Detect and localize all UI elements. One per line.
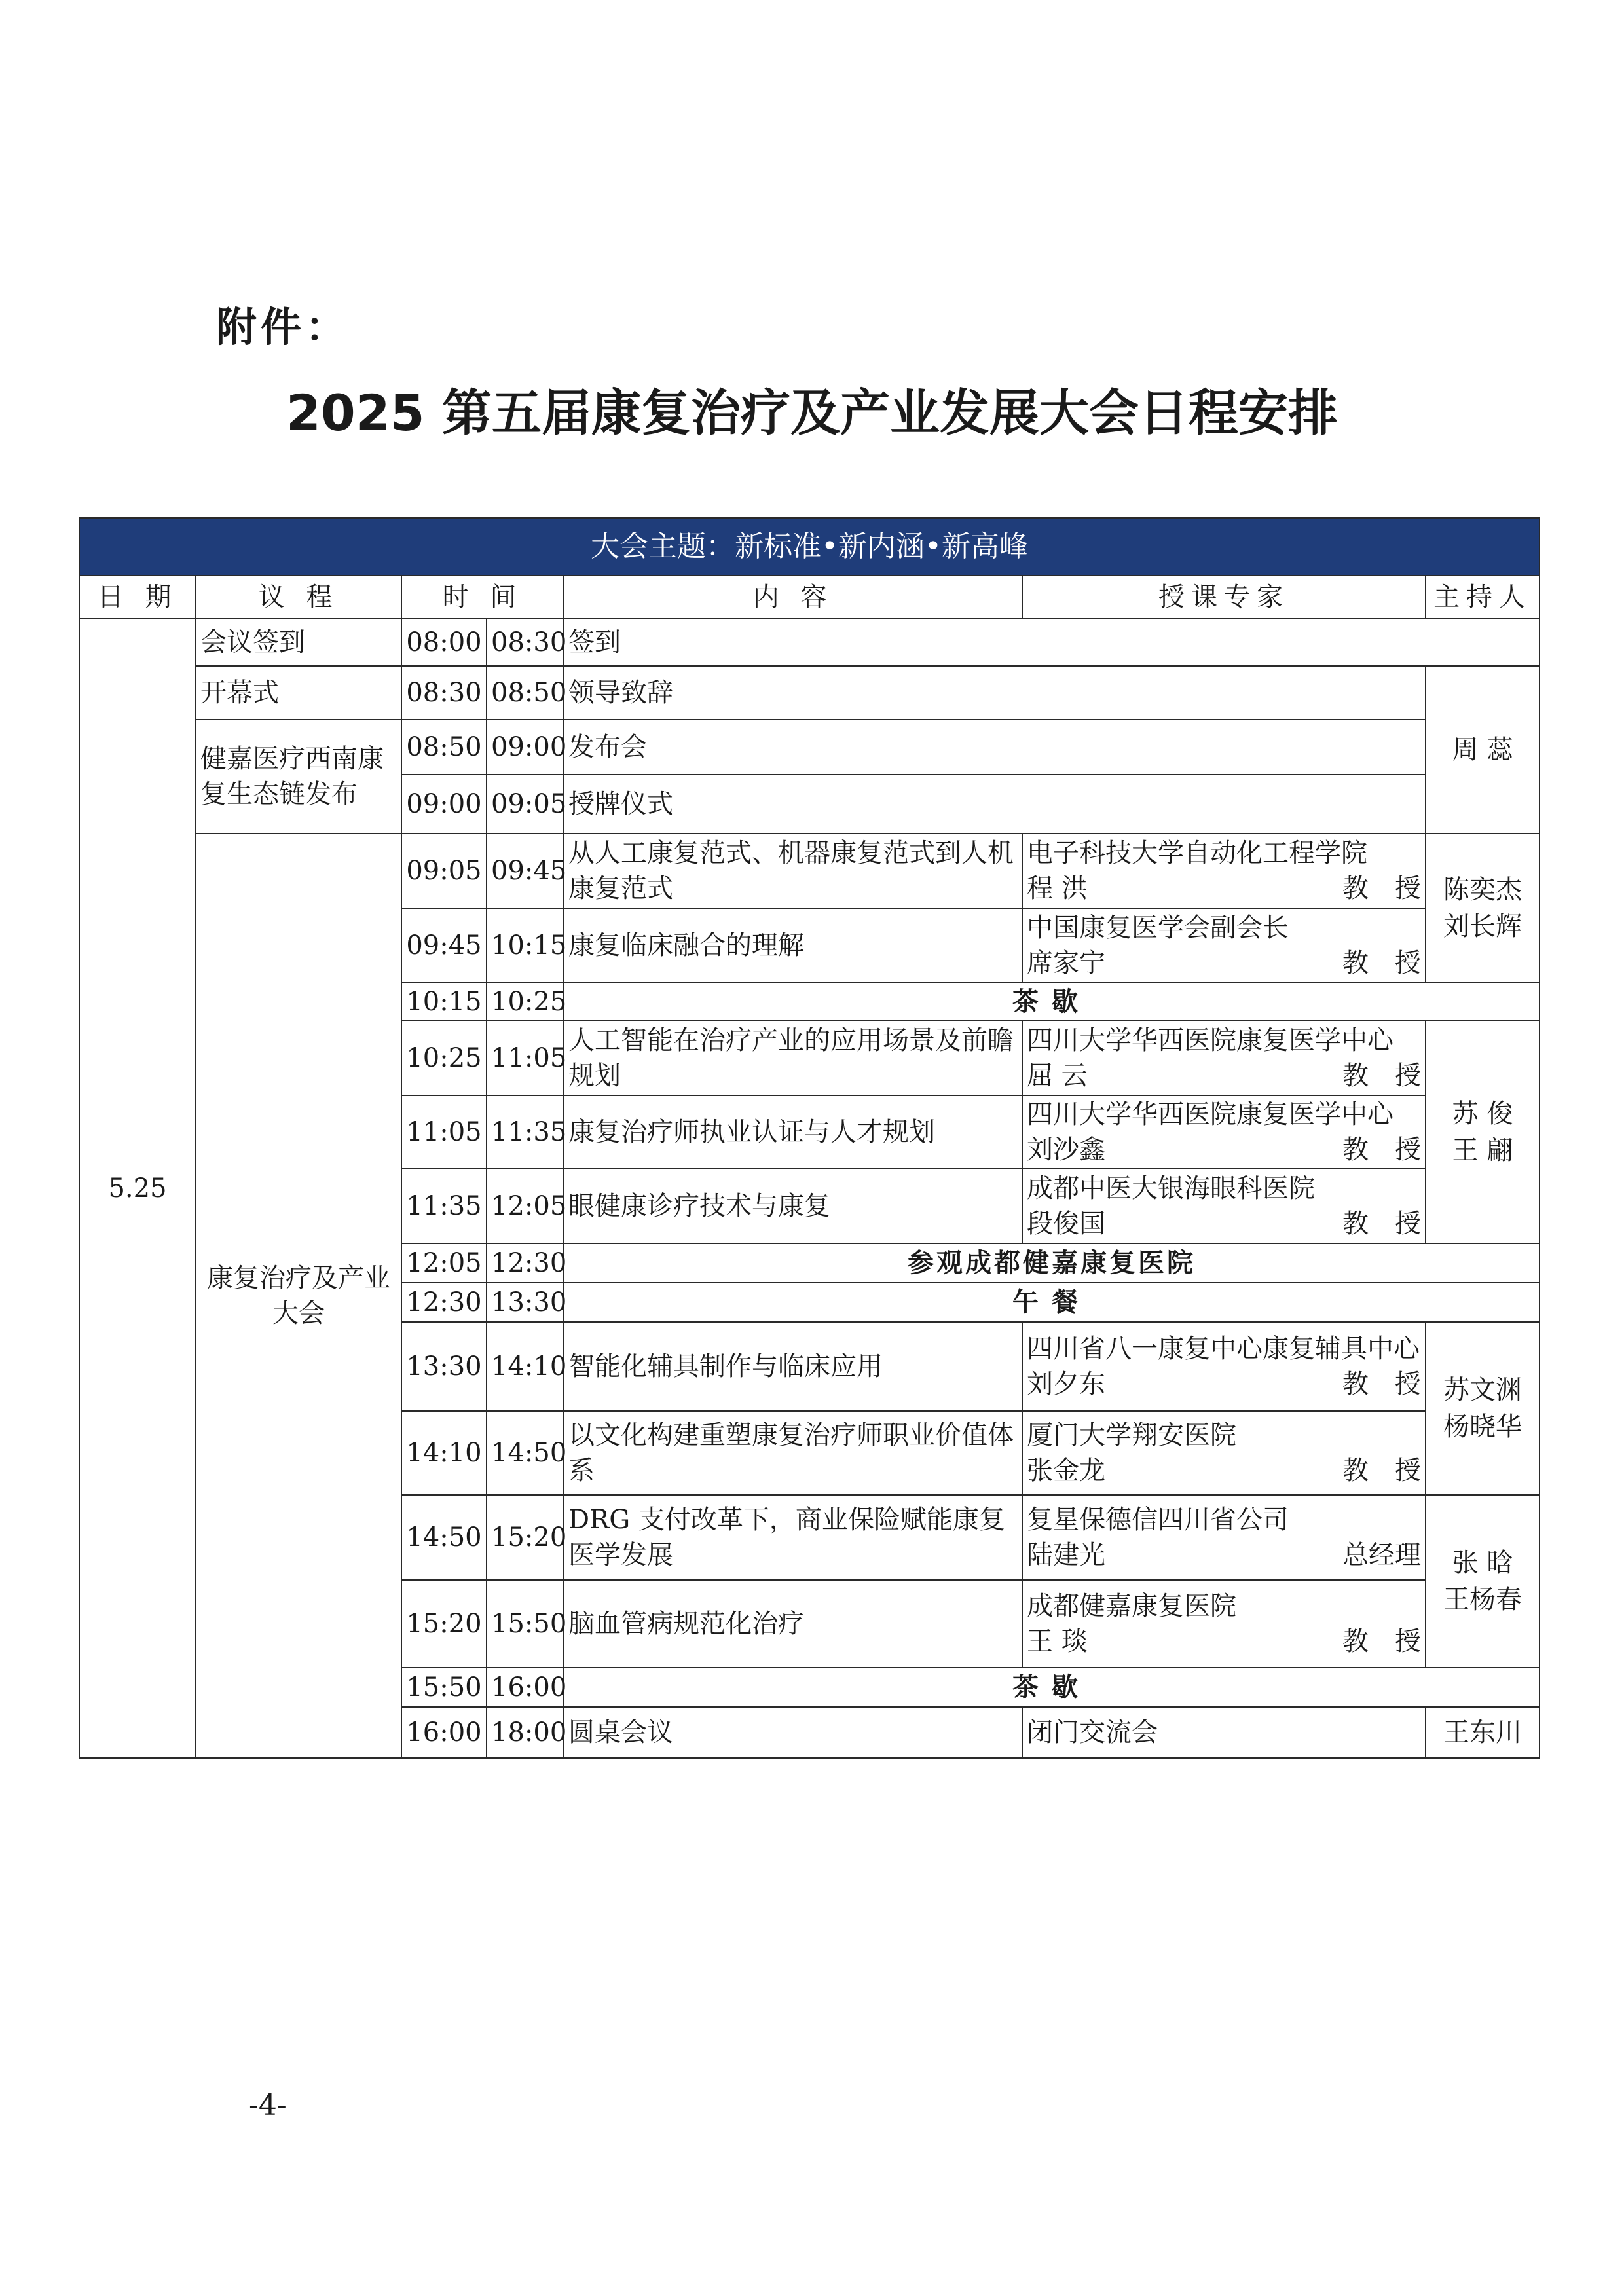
start-time: 09:05 xyxy=(401,834,487,908)
start-time: 12:30 xyxy=(401,1283,487,1322)
page-number: -4- xyxy=(249,2089,287,2122)
end-time: 13:30 xyxy=(487,1283,564,1322)
header-date: 日 期 xyxy=(79,576,196,619)
start-time: 10:15 xyxy=(401,983,487,1021)
theme-banner: 大会主题：新标准•新内涵•新高峰 xyxy=(79,518,1540,576)
content-cell: 以文化构建重塑康复治疗师职业价值体系 xyxy=(564,1411,1022,1495)
expert-cell xyxy=(1022,1021,1447,1095)
end-time: 14:50 xyxy=(487,1411,564,1495)
agenda-release: 健嘉医疗西南康复生态链发布 xyxy=(196,720,401,834)
expert-title: 教授 xyxy=(1342,1135,1447,1165)
end-time: 11:35 xyxy=(487,1095,564,1169)
expert-title: 教授 xyxy=(1342,873,1447,904)
date-cell: 5.25 xyxy=(79,619,196,1758)
table-row xyxy=(79,720,1540,775)
start-time: 12:05 xyxy=(401,1243,487,1283)
schedule-table xyxy=(79,517,1540,1759)
content-cell: 脑血管病规范化治疗 xyxy=(564,1580,1022,1668)
expert-name: 王 琰 xyxy=(1027,1626,1088,1657)
expert-title: 教授 xyxy=(1342,948,1447,978)
expert-org: 厦门大学翔安医院 xyxy=(1027,1420,1236,1450)
expert-cell xyxy=(1022,1169,1447,1243)
expert-title: 教授 xyxy=(1342,1456,1447,1486)
end-time: 11:05 xyxy=(487,1021,564,1095)
expert-name: 刘夕东 xyxy=(1027,1369,1105,1399)
host-name: 刘长辉 xyxy=(1443,911,1522,942)
expert-name: 段俊国 xyxy=(1027,1209,1105,1239)
end-time: 08:30 xyxy=(487,619,564,666)
expert-name: 陆建光 xyxy=(1027,1540,1105,1570)
header-host: 主持人 xyxy=(1426,576,1540,619)
expert-title: 教授 xyxy=(1342,1369,1447,1399)
end-time: 10:15 xyxy=(487,908,564,983)
start-time: 16:00 xyxy=(401,1707,487,1758)
expert-cell xyxy=(1022,1495,1426,1580)
host-name: 王杨春 xyxy=(1443,1585,1522,1615)
expert-title: 教授 xyxy=(1342,1209,1447,1239)
host-name: 周 蕊 xyxy=(1452,735,1513,765)
header-expert: 授课专家 xyxy=(1022,576,1426,619)
host-name: 苏 俊 xyxy=(1452,1099,1513,1129)
expert-org: 四川大学华西医院康复医学中心 xyxy=(1027,1025,1393,1056)
expert-org: 中国康复医学会副会长 xyxy=(1027,913,1289,943)
expert-name: 程 洪 xyxy=(1027,873,1088,904)
start-time: 11:05 xyxy=(401,1095,487,1169)
end-time: 18:00 xyxy=(487,1707,564,1758)
expert-cell: 闭门交流会 xyxy=(1022,1707,1426,1758)
end-time: 10:25 xyxy=(487,983,564,1021)
start-time: 15:50 xyxy=(401,1668,487,1707)
content-cell: 康复治疗师执业认证与人才规划 xyxy=(564,1095,1022,1169)
expert-org: 四川大学华西医院康复医学中心 xyxy=(1027,1099,1393,1129)
host-cell xyxy=(1426,1707,1540,1758)
start-time: 11:35 xyxy=(401,1169,487,1243)
start-time: 09:00 xyxy=(401,775,487,834)
expert-cell xyxy=(1022,1580,1447,1668)
expert-name: 屈 云 xyxy=(1027,1061,1088,1091)
agenda-conference: 康复治疗及产业大会 xyxy=(196,834,401,1758)
expert-org: 成都健嘉康复医院 xyxy=(1027,1591,1236,1621)
expert-cell xyxy=(1022,1095,1447,1169)
start-time: 14:10 xyxy=(401,1411,487,1495)
expert-name: 张金龙 xyxy=(1027,1456,1105,1486)
end-time: 09:45 xyxy=(487,834,564,908)
content-cell: 授牌仪式 xyxy=(564,775,1426,834)
host-name: 王 翩 xyxy=(1452,1135,1513,1166)
start-time: 13:30 xyxy=(401,1322,487,1411)
content-cell: DRG 支付改革下，商业保险赋能康复医学发展 xyxy=(564,1495,1022,1580)
content-cell: 康复临床融合的理解 xyxy=(564,908,1022,983)
header-agenda: 议 程 xyxy=(196,576,401,619)
start-time: 09:45 xyxy=(401,908,487,983)
table-row xyxy=(79,619,1540,666)
table-row xyxy=(79,666,1540,720)
page-title: 2025 第五届康复治疗及产业发展大会日程安排 xyxy=(286,384,1338,442)
end-time: 12:30 xyxy=(487,1243,564,1283)
content-cell: 发布会 xyxy=(564,720,1426,775)
expert-org: 电子科技大学自动化工程学院 xyxy=(1027,838,1367,868)
visit-cell: 参观成都健嘉康复医院 xyxy=(564,1243,1540,1283)
end-time: 15:20 xyxy=(487,1495,564,1580)
start-time: 14:50 xyxy=(401,1495,487,1580)
attachment-label: 附件： xyxy=(216,303,350,351)
expert-org: 成都中医大银海眼科医院 xyxy=(1027,1173,1315,1203)
content-cell: 从人工康复范式、机器康复范式到人机康复范式 xyxy=(564,834,1022,908)
host-cell xyxy=(1426,666,1540,834)
expert-cell xyxy=(1022,834,1447,908)
expert-cell xyxy=(1022,1322,1447,1411)
table-row xyxy=(79,834,1540,908)
content-cell: 签到 xyxy=(564,619,1540,666)
agenda-opening: 开幕式 xyxy=(196,666,401,720)
expert-name: 席家宁 xyxy=(1027,948,1105,978)
end-time: 08:50 xyxy=(487,666,564,720)
expert-title: 教授 xyxy=(1342,1626,1447,1657)
agenda-signin: 会议签到 xyxy=(196,619,401,666)
expert-title: 总经理 xyxy=(1342,1540,1421,1570)
break-cell: 茶歇 xyxy=(564,1668,1540,1707)
host-name: 王东川 xyxy=(1443,1717,1522,1748)
host-name: 张 晗 xyxy=(1452,1548,1513,1578)
content-cell: 人工智能在治疗产业的应用场景及前瞻规划 xyxy=(564,1021,1022,1095)
host-name: 陈奕杰 xyxy=(1443,875,1522,905)
expert-title: 教授 xyxy=(1342,1061,1447,1091)
start-time: 08:00 xyxy=(401,619,487,666)
break-cell: 午餐 xyxy=(564,1283,1540,1322)
end-time: 15:50 xyxy=(487,1580,564,1668)
end-time: 12:05 xyxy=(487,1169,564,1243)
host-name: 苏文渊 xyxy=(1443,1375,1522,1405)
start-time: 10:25 xyxy=(401,1021,487,1095)
end-time: 16:00 xyxy=(487,1668,564,1707)
content-cell: 圆桌会议 xyxy=(564,1707,1022,1758)
content-cell: 眼健康诊疗技术与康复 xyxy=(564,1169,1022,1243)
content-cell: 智能化辅具制作与临床应用 xyxy=(564,1322,1022,1411)
end-time: 14:10 xyxy=(487,1322,564,1411)
content-cell: 领导致辞 xyxy=(564,666,1426,720)
expert-org: 复星保德信四川省公司 xyxy=(1027,1505,1289,1535)
header-time: 时 间 xyxy=(401,576,564,619)
start-time: 08:30 xyxy=(401,666,487,720)
end-time: 09:05 xyxy=(487,775,564,834)
expert-org: 四川省八一康复中心康复辅具中心 xyxy=(1027,1334,1420,1364)
expert-cell xyxy=(1022,908,1447,983)
expert-cell xyxy=(1022,1411,1447,1495)
end-time: 09:00 xyxy=(487,720,564,775)
host-name: 杨晓华 xyxy=(1443,1412,1522,1442)
start-time: 08:50 xyxy=(401,720,487,775)
start-time: 15:20 xyxy=(401,1580,487,1668)
expert-name: 刘沙鑫 xyxy=(1027,1135,1105,1165)
break-cell: 茶歇 xyxy=(564,983,1540,1021)
header-content: 内 容 xyxy=(564,576,1022,619)
